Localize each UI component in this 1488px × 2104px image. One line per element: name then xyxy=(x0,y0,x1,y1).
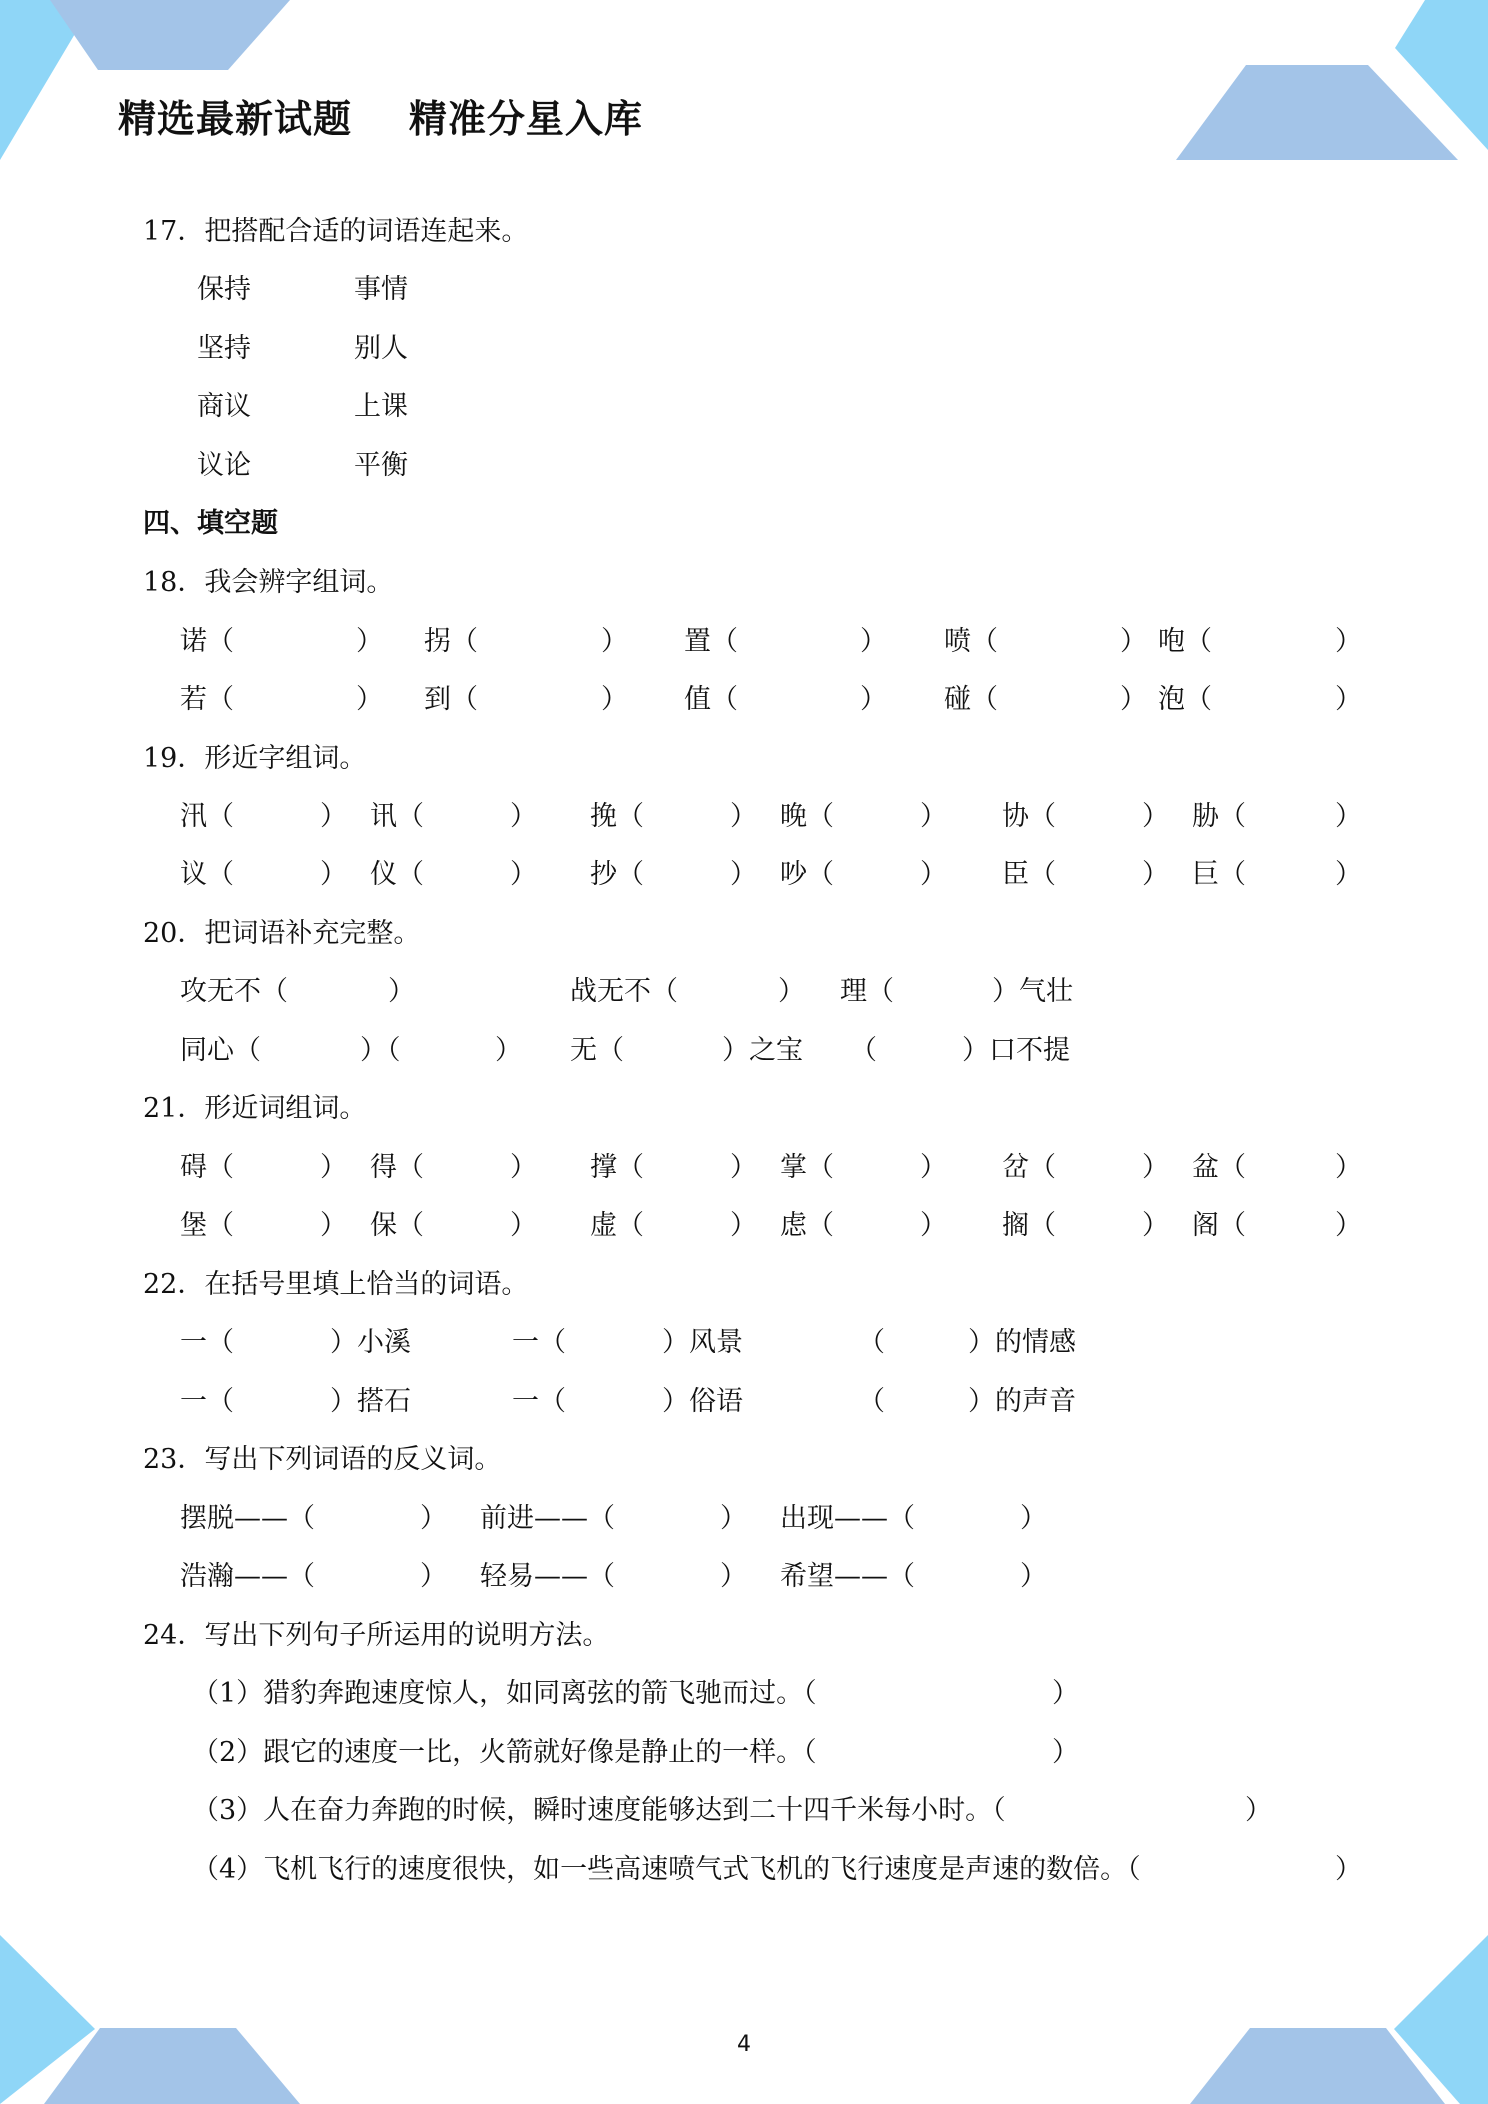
q24-item-close: ） xyxy=(1335,1854,1362,1885)
q19-close: ） xyxy=(1142,859,1169,890)
q17-left-word: 议论 xyxy=(197,450,251,481)
q19-close: ） xyxy=(320,859,347,890)
q20-phrase-open: 攻无不（ xyxy=(180,976,288,1007)
q19-char-open: 晚（ xyxy=(780,801,834,832)
q18-close: ） xyxy=(1120,684,1147,715)
q23-close: ） xyxy=(1020,1503,1047,1534)
q21-close: ） xyxy=(730,1152,757,1183)
q23-word-open: 轻易——（ xyxy=(480,1561,615,1592)
q17-right-word: 平衡 xyxy=(354,450,408,481)
q22-close-word: ）风景 xyxy=(662,1327,743,1358)
q19-char-open: 仪（ xyxy=(370,859,424,890)
q20-phrase-open: 战无不（ xyxy=(570,976,678,1007)
q20-phrase-open: （ xyxy=(850,1035,877,1066)
q18-close: ） xyxy=(356,684,383,715)
q18-char-open: 拐（ xyxy=(424,626,478,657)
q21-close: ） xyxy=(320,1152,347,1183)
q20-close: ） xyxy=(388,976,415,1007)
q22-open: 一（ xyxy=(180,1386,234,1417)
q20-phrase-open: 理（ xyxy=(840,976,894,1007)
q22-open: （ xyxy=(858,1386,885,1417)
q19-char-open: 吵（ xyxy=(780,859,834,890)
q17-left-word: 商议 xyxy=(197,391,251,422)
q21-char-open: 搁（ xyxy=(1002,1210,1056,1241)
q19-char-open: 挽（ xyxy=(590,801,644,832)
q18-title: 18．我会辨字组词。 xyxy=(143,567,394,598)
q19-char-open: 臣（ xyxy=(1002,859,1056,890)
q18-close: ） xyxy=(1335,684,1362,715)
q19-char-open: 抄（ xyxy=(590,859,644,890)
q23-close: ） xyxy=(720,1503,747,1534)
q19-close: ） xyxy=(920,859,947,890)
q21-close: ） xyxy=(1335,1210,1362,1241)
q20-title: 20．把词语补充完整。 xyxy=(143,918,421,949)
q19-char-open: 讯（ xyxy=(370,801,424,832)
q23-title: 23．写出下列词语的反义词。 xyxy=(143,1444,502,1475)
q21-char-open: 保（ xyxy=(370,1210,424,1241)
q24-item-close: ） xyxy=(1052,1737,1079,1768)
q21-close: ） xyxy=(1142,1210,1169,1241)
q17-title: 17．把搭配合适的词语连起来。 xyxy=(143,216,529,247)
q21-close: ） xyxy=(510,1210,537,1241)
q19-close: ） xyxy=(920,801,947,832)
q22-close-word: ）俗语 xyxy=(662,1386,743,1417)
q21-close: ） xyxy=(1142,1152,1169,1183)
q21-char-open: 虑（ xyxy=(780,1210,834,1241)
q22-open: 一（ xyxy=(512,1386,566,1417)
q20-close: ）气壮 xyxy=(992,976,1073,1007)
q18-close: ） xyxy=(1335,626,1362,657)
q23-word-open: 浩瀚——（ xyxy=(180,1561,315,1592)
q19-close: ） xyxy=(730,859,757,890)
q21-title: 21．形近词组词。 xyxy=(143,1093,367,1124)
q19-close: ） xyxy=(1335,859,1362,890)
q24-item: （2）跟它的速度一比，火箭就好像是静止的一样。（ xyxy=(192,1737,817,1768)
q21-char-open: 阁（ xyxy=(1192,1210,1246,1241)
q18-char-open: 诺（ xyxy=(180,626,234,657)
q18-close: ） xyxy=(860,684,887,715)
q22-open: （ xyxy=(858,1327,885,1358)
q23-close: ） xyxy=(420,1561,447,1592)
q21-char-open: 堡（ xyxy=(180,1210,234,1241)
q17-right-word: 事情 xyxy=(354,274,408,305)
q19-close: ） xyxy=(1335,801,1362,832)
q22-open: 一（ xyxy=(512,1327,566,1358)
q19-char-open: 胁（ xyxy=(1192,801,1246,832)
q22-close-word: ）搭石 xyxy=(330,1386,411,1417)
q19-title: 19．形近字组词。 xyxy=(143,743,367,774)
q17-right-word: 上课 xyxy=(354,391,408,422)
q19-close: ） xyxy=(510,801,537,832)
q21-close: ） xyxy=(920,1210,947,1241)
q22-open: 一（ xyxy=(180,1327,234,1358)
q23-word-open: 摆脱——（ xyxy=(180,1503,315,1534)
q21-char-open: 掌（ xyxy=(780,1152,834,1183)
q20-close: ） xyxy=(778,976,805,1007)
q19-close: ） xyxy=(320,801,347,832)
q17-right-word: 别人 xyxy=(354,333,408,364)
q18-close: ） xyxy=(1120,626,1147,657)
q18-close: ） xyxy=(601,684,628,715)
q18-char-open: 碰（ xyxy=(944,684,998,715)
q19-close: ） xyxy=(730,801,757,832)
q19-char-open: 汛（ xyxy=(180,801,234,832)
q19-char-open: 议（ xyxy=(180,859,234,890)
q18-char-open: 置（ xyxy=(684,626,738,657)
q24-title: 24．写出下列句子所运用的说明方法。 xyxy=(143,1620,610,1651)
q23-close: ） xyxy=(720,1561,747,1592)
q18-char-open: 若（ xyxy=(180,684,234,715)
q21-close: ） xyxy=(320,1210,347,1241)
q21-close: ） xyxy=(920,1152,947,1183)
q18-char-open: 泡（ xyxy=(1158,684,1212,715)
q23-close: ） xyxy=(420,1503,447,1534)
q19-close: ） xyxy=(510,859,537,890)
q21-char-open: 岔（ xyxy=(1002,1152,1056,1183)
q20-close-open: ）（ xyxy=(360,1035,401,1066)
q18-close: ） xyxy=(356,626,383,657)
header-title: 精选最新试题 精准分星入库 xyxy=(118,97,643,141)
q22-close-word: ）的声音 xyxy=(968,1386,1076,1417)
q21-close: ） xyxy=(1335,1152,1362,1183)
q18-char-open: 到（ xyxy=(424,684,478,715)
q20-phrase-open: 无（ xyxy=(570,1035,624,1066)
q21-char-open: 碍（ xyxy=(180,1152,234,1183)
q21-close: ） xyxy=(510,1152,537,1183)
q17-left-word: 保持 xyxy=(197,274,251,305)
q20-close: ）之宝 xyxy=(722,1035,803,1066)
q18-char-open: 值（ xyxy=(684,684,738,715)
section-title: 四、填空题 xyxy=(143,508,278,539)
q18-char-open: 喷（ xyxy=(944,626,998,657)
q24-item: （4）飞机飞行的速度很快，如一些高速喷气式飞机的飞行速度是声速的数倍。（ xyxy=(192,1854,1141,1885)
q20-close: ） xyxy=(495,1035,522,1066)
q21-close: ） xyxy=(730,1210,757,1241)
page-number: 4 xyxy=(737,2032,751,2057)
q18-close: ） xyxy=(601,626,628,657)
q21-char-open: 盆（ xyxy=(1192,1152,1246,1183)
q21-char-open: 撑（ xyxy=(590,1152,644,1183)
q24-item-close: ） xyxy=(1245,1795,1272,1826)
q21-char-open: 得（ xyxy=(370,1152,424,1183)
q17-left-word: 坚持 xyxy=(197,333,251,364)
q18-char-open: 咆（ xyxy=(1158,626,1212,657)
q19-close: ） xyxy=(1142,801,1169,832)
q24-item: （1）猎豹奔跑速度惊人，如同离弦的箭飞驰而过。（ xyxy=(192,1678,817,1709)
q24-item: （3）人在奋力奔跑的时候，瞬时速度能够达到二十四千米每小时。（ xyxy=(192,1795,1006,1826)
q23-word-open: 出现——（ xyxy=(780,1503,915,1534)
q22-close-word: ）的情感 xyxy=(968,1327,1076,1358)
q21-char-open: 虚（ xyxy=(590,1210,644,1241)
q24-item-close: ） xyxy=(1052,1678,1079,1709)
q18-close: ） xyxy=(860,626,887,657)
q19-char-open: 协（ xyxy=(1002,801,1056,832)
q20-phrase-open: 同心（ xyxy=(180,1035,261,1066)
q22-title: 22．在括号里填上恰当的词语。 xyxy=(143,1269,529,1300)
q19-char-open: 巨（ xyxy=(1192,859,1246,890)
q22-close-word: ）小溪 xyxy=(330,1327,411,1358)
q23-word-open: 前进——（ xyxy=(480,1503,615,1534)
q20-close: ）口不提 xyxy=(962,1035,1070,1066)
q23-close: ） xyxy=(1020,1561,1047,1592)
q23-word-open: 希望——（ xyxy=(780,1561,915,1592)
